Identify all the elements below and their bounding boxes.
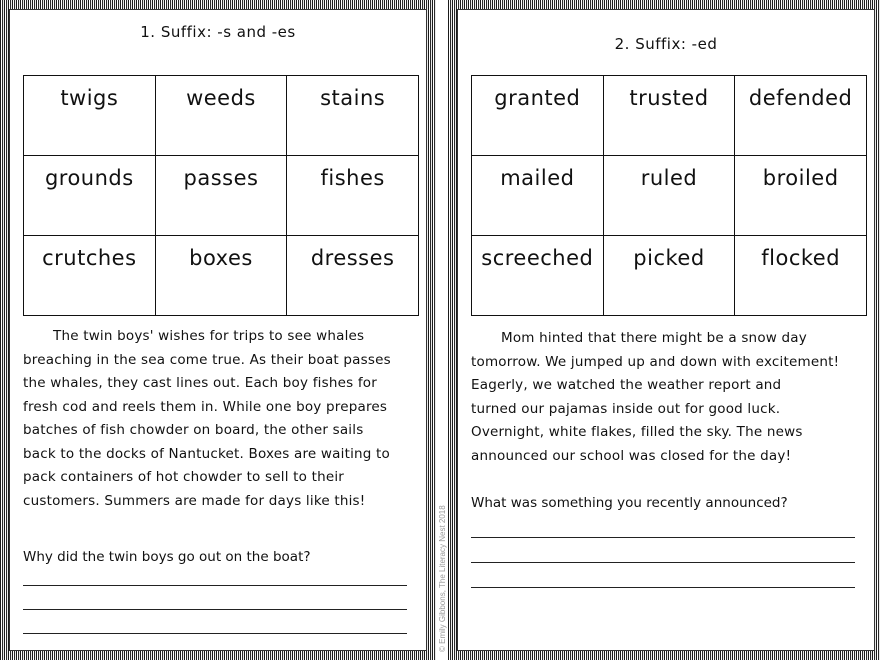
passage-line: Eagerly, we watched the weather report and — [471, 377, 782, 393]
card-title: 2. Suffix: -ed — [614, 35, 718, 53]
right-card — [448, 0, 880, 660]
answer-line[interactable] — [471, 587, 855, 588]
word-cell: ruled — [603, 156, 735, 236]
table-row — [472, 76, 867, 156]
word-cell: grounds — [24, 156, 156, 236]
table-row — [24, 156, 419, 236]
word-cell: broiled — [735, 156, 867, 236]
passage-line: The twin boys' wishes for trips to see whales — [53, 328, 365, 344]
word-grid — [471, 75, 867, 316]
word-cell: trusted — [603, 76, 735, 156]
table-row — [24, 236, 419, 316]
passage-line: pack containers of hot chowder to sell to their — [23, 469, 345, 485]
passage-line: fresh cod and reels them in. While one boy prepares — [23, 398, 388, 415]
word-cell: stains — [287, 76, 419, 156]
word-cell: twigs — [24, 76, 156, 156]
question: What was something you recently announced? — [471, 495, 788, 511]
answer-line[interactable] — [23, 609, 407, 610]
word-cell: dresses — [287, 236, 419, 316]
word-cell: boxes — [155, 236, 287, 316]
passage — [471, 327, 871, 468]
word-grid — [23, 75, 419, 316]
word-cell: crutches — [24, 236, 156, 316]
passage-line: breaching in the sea come true. As their boat passes — [23, 351, 391, 368]
passage-line: Overnight, white flakes, filled the sky. The news — [471, 424, 803, 440]
passage-line: customers. Summers are made for days like this! — [23, 492, 366, 509]
answer-line[interactable] — [23, 585, 407, 586]
passage-line: back to the docks of Nantucket. Boxes are waiting to — [23, 445, 390, 462]
word-cell: defended — [735, 76, 867, 156]
answer-line[interactable] — [23, 633, 407, 634]
table-row — [24, 76, 419, 156]
question: Why did the twin boys go out on the boat? — [23, 549, 311, 565]
table-row — [472, 236, 867, 316]
answer-line[interactable] — [471, 537, 855, 538]
left-card — [0, 0, 436, 660]
passage-line: tomorrow. We jumped up and down with excitement! — [471, 353, 840, 370]
word-cell: flocked — [735, 236, 867, 316]
passage-line: the whales, they cast lines out. Each boy fishes for — [23, 375, 377, 391]
passage-line: turned our pajamas inside out for good luck. — [471, 400, 781, 417]
copyright-notice: © Emily Gibbons, The Literacy Nest 2018 — [438, 505, 447, 652]
answer-line[interactable] — [471, 562, 855, 563]
passage — [23, 325, 423, 513]
passage-line: announced our school was closed for the day! — [471, 447, 792, 464]
table-row — [472, 156, 867, 236]
word-cell: passes — [155, 156, 287, 236]
card-title: 1. Suffix: -s and -es — [140, 23, 296, 41]
passage-line: Mom hinted that there might be a snow day — [501, 330, 807, 346]
word-cell: screeched — [472, 236, 604, 316]
passage-line: batches of fish chowder on board, the other sails — [23, 422, 364, 438]
word-cell: granted — [472, 76, 604, 156]
word-cell: mailed — [472, 156, 604, 236]
word-cell: weeds — [155, 76, 287, 156]
word-cell: fishes — [287, 156, 419, 236]
word-cell: picked — [603, 236, 735, 316]
